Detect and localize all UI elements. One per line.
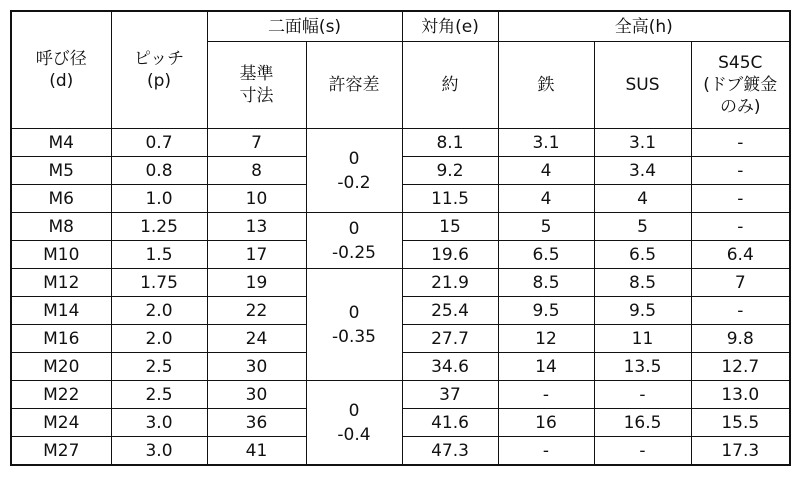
cell-height-s45c: 13.0 xyxy=(691,381,790,409)
cell-height-iron: 16 xyxy=(498,409,594,437)
cell-pitch: 2.5 xyxy=(111,381,207,409)
cell-height-iron: 4 xyxy=(498,157,594,185)
cell-size: M22 xyxy=(11,381,111,409)
header-width-across-corners: 対角(e) xyxy=(402,11,498,42)
cell-height-sus: 8.5 xyxy=(594,269,691,297)
cell-width: 19 xyxy=(207,269,306,297)
cell-height-sus: 11 xyxy=(594,325,691,353)
cell-width: 10 xyxy=(207,185,306,213)
cell-height-iron: 5 xyxy=(498,213,594,241)
cell-height-iron: 8.5 xyxy=(498,269,594,297)
cell-pitch: 0.7 xyxy=(111,129,207,157)
cell-size: M27 xyxy=(11,437,111,466)
header-height-s45c: S45C (ドブ鍍金 のみ) xyxy=(691,42,790,129)
cell-height-iron: 12 xyxy=(498,325,594,353)
cell-width: 8 xyxy=(207,157,306,185)
header-width-across-flats: 二面幅(s) xyxy=(207,11,402,42)
cell-height-sus: 4 xyxy=(594,185,691,213)
cell-width: 13 xyxy=(207,213,306,241)
cell-size: M6 xyxy=(11,185,111,213)
cell-size: M16 xyxy=(11,325,111,353)
cell-height-iron: 6.5 xyxy=(498,241,594,269)
header-height-iron: 鉄 xyxy=(498,42,594,129)
cell-size: M14 xyxy=(11,297,111,325)
cell-diag: 9.2 xyxy=(402,157,498,185)
cell-height-s45c: - xyxy=(691,297,790,325)
cell-height-s45c: 12.7 xyxy=(691,353,790,381)
cell-height-sus: 16.5 xyxy=(594,409,691,437)
header-width-standard: 基準 寸法 xyxy=(207,42,306,129)
cell-diag: 34.6 xyxy=(402,353,498,381)
cell-size: M20 xyxy=(11,353,111,381)
cell-diag: 8.1 xyxy=(402,129,498,157)
cell-pitch: 2.0 xyxy=(111,325,207,353)
cell-diag: 15 xyxy=(402,213,498,241)
header-nominal-size: 呼び径 (d) xyxy=(11,11,111,129)
cell-diag: 11.5 xyxy=(402,185,498,213)
cell-height-iron: - xyxy=(498,381,594,409)
cell-pitch: 3.0 xyxy=(111,437,207,466)
cell-size: M5 xyxy=(11,157,111,185)
cell-size: M4 xyxy=(11,129,111,157)
table-row xyxy=(11,269,790,297)
header-pitch: ピッチ (p) xyxy=(111,11,207,129)
cell-height-iron: 9.5 xyxy=(498,297,594,325)
cell-pitch: 0.8 xyxy=(111,157,207,185)
cell-width: 17 xyxy=(207,241,306,269)
cell-tolerance: 0 -0.4 xyxy=(306,381,402,466)
cell-height-iron: 3.1 xyxy=(498,129,594,157)
cell-size: M8 xyxy=(11,213,111,241)
cell-height-sus: 9.5 xyxy=(594,297,691,325)
cell-height-s45c: 6.4 xyxy=(691,241,790,269)
cell-height-sus: 13.5 xyxy=(594,353,691,381)
table-body xyxy=(11,129,790,466)
cell-height-sus: - xyxy=(594,437,691,466)
header-width-tolerance: 許容差 xyxy=(306,42,402,129)
cell-pitch: 2.5 xyxy=(111,353,207,381)
cell-pitch: 1.0 xyxy=(111,185,207,213)
cell-diag: 25.4 xyxy=(402,297,498,325)
cell-height-s45c: 17.3 xyxy=(691,437,790,466)
cell-height-s45c: - xyxy=(691,213,790,241)
cell-size: M10 xyxy=(11,241,111,269)
cell-pitch: 1.25 xyxy=(111,213,207,241)
cell-height-iron: 14 xyxy=(498,353,594,381)
header-diag-approx: 約 xyxy=(402,42,498,129)
cell-pitch: 1.5 xyxy=(111,241,207,269)
cell-width: 30 xyxy=(207,353,306,381)
cell-width: 30 xyxy=(207,381,306,409)
cell-diag: 37 xyxy=(402,381,498,409)
table-row xyxy=(11,381,790,409)
header-row-top xyxy=(11,11,790,42)
header-total-height: 全高(h) xyxy=(498,11,790,42)
nut-dimension-table xyxy=(10,10,791,466)
cell-height-sus: 3.1 xyxy=(594,129,691,157)
cell-tolerance: 0 -0.2 xyxy=(306,129,402,213)
cell-width: 36 xyxy=(207,409,306,437)
cell-pitch: 2.0 xyxy=(111,297,207,325)
cell-height-s45c: - xyxy=(691,157,790,185)
cell-tolerance: 0 -0.25 xyxy=(306,213,402,269)
cell-pitch: 3.0 xyxy=(111,409,207,437)
cell-height-iron: 4 xyxy=(498,185,594,213)
cell-size: M12 xyxy=(11,269,111,297)
cell-width: 7 xyxy=(207,129,306,157)
cell-height-s45c: - xyxy=(691,129,790,157)
cell-width: 41 xyxy=(207,437,306,466)
cell-height-s45c: 7 xyxy=(691,269,790,297)
cell-tolerance: 0 -0.35 xyxy=(306,269,402,381)
cell-height-s45c: 9.8 xyxy=(691,325,790,353)
cell-height-iron: - xyxy=(498,437,594,466)
cell-pitch: 1.75 xyxy=(111,269,207,297)
cell-width: 22 xyxy=(207,297,306,325)
cell-diag: 47.3 xyxy=(402,437,498,466)
cell-diag: 21.9 xyxy=(402,269,498,297)
cell-height-s45c: 15.5 xyxy=(691,409,790,437)
cell-height-s45c: - xyxy=(691,185,790,213)
cell-diag: 41.6 xyxy=(402,409,498,437)
cell-size: M24 xyxy=(11,409,111,437)
cell-diag: 27.7 xyxy=(402,325,498,353)
cell-diag: 19.6 xyxy=(402,241,498,269)
cell-height-sus: - xyxy=(594,381,691,409)
header-height-sus: SUS xyxy=(594,42,691,129)
cell-width: 24 xyxy=(207,325,306,353)
cell-height-sus: 3.4 xyxy=(594,157,691,185)
table-row xyxy=(11,129,790,157)
table-row xyxy=(11,213,790,241)
nut-dimension-table-container xyxy=(10,10,791,466)
cell-height-sus: 5 xyxy=(594,213,691,241)
cell-height-sus: 6.5 xyxy=(594,241,691,269)
